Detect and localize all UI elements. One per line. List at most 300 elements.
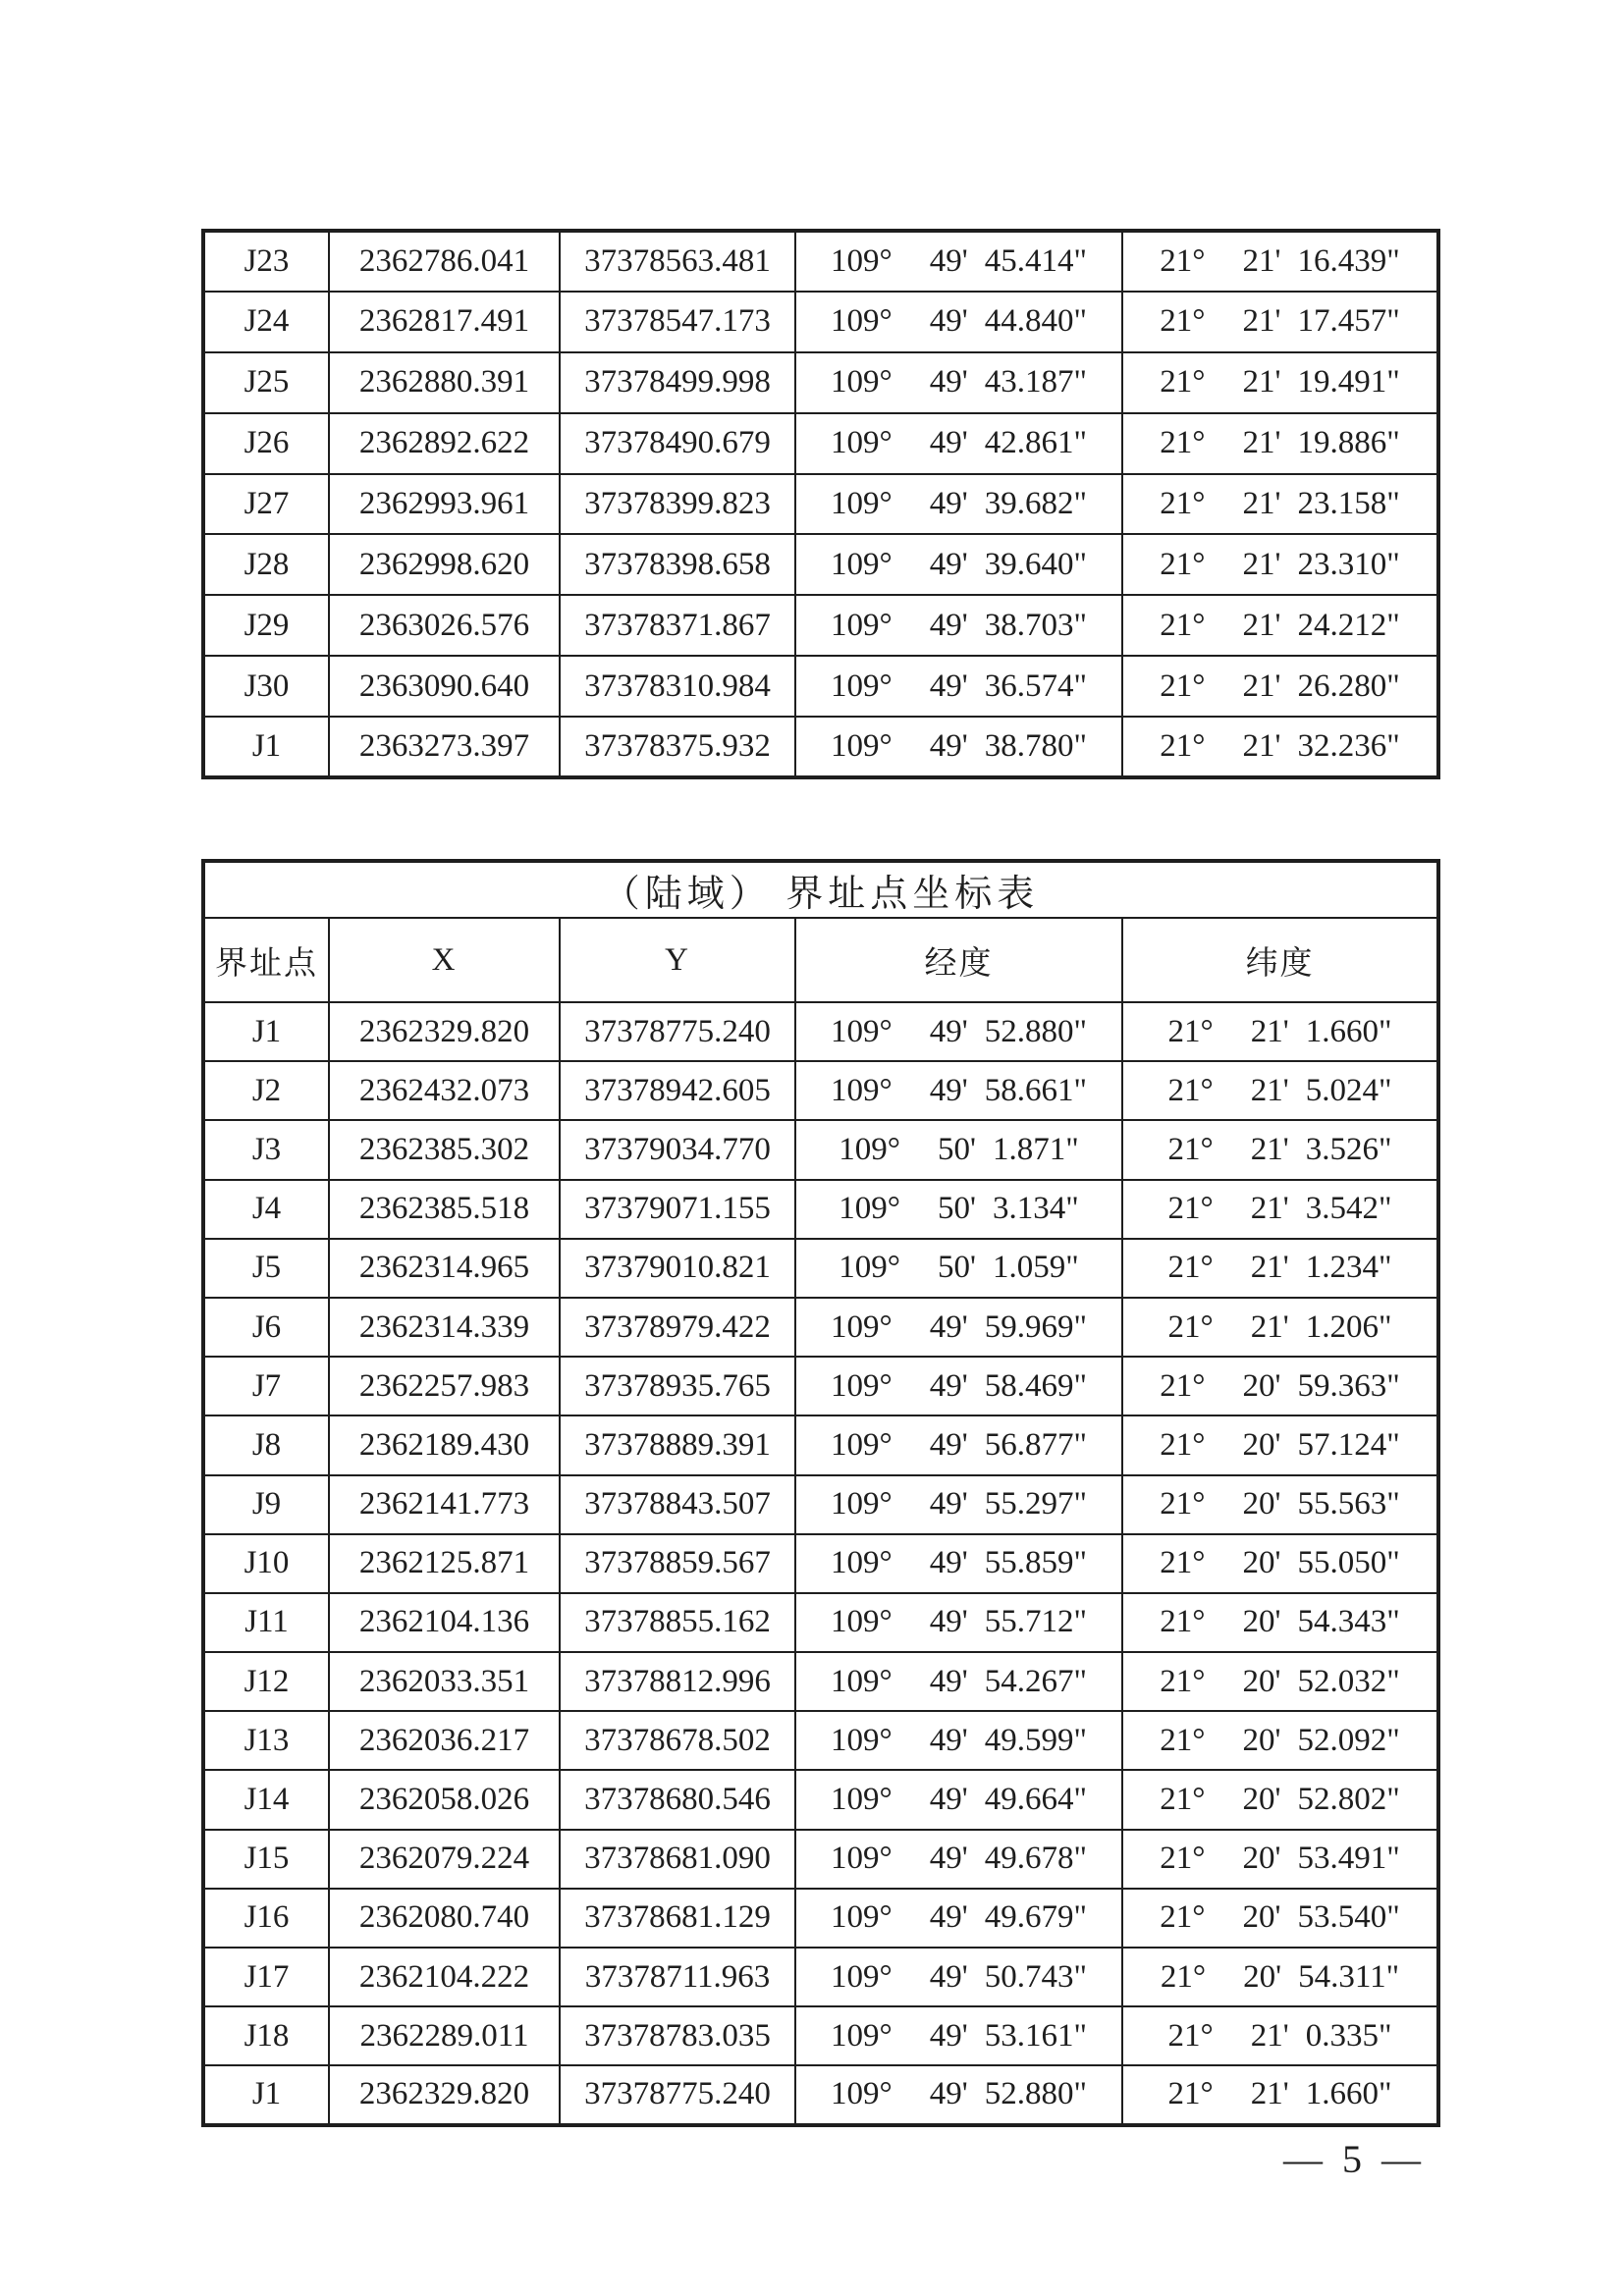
cell-x-coordinate: 2362993.961 <box>329 474 560 535</box>
table-row <box>203 1770 1438 1829</box>
dms-value <box>1123 2018 1436 2055</box>
land-boundary-point-table <box>201 859 1440 2127</box>
cell-latitude <box>1122 1002 1438 1061</box>
minutes: 20' <box>1242 1663 1281 1699</box>
table-row <box>203 1889 1438 1948</box>
minutes: 49' <box>929 1013 968 1049</box>
table-row <box>203 1180 1438 1239</box>
degrees: 21° <box>1160 242 1206 279</box>
degrees: 21° <box>1160 1426 1206 1463</box>
degrees: 109° <box>831 728 893 765</box>
cell-x-coordinate: 2362141.773 <box>329 1475 560 1534</box>
degrees: 109° <box>839 1250 900 1286</box>
seconds: 17.457" <box>1297 303 1400 340</box>
cell-latitude <box>1122 474 1438 535</box>
cell-point-id: J11 <box>203 1593 329 1652</box>
minutes: 20' <box>1242 1545 1281 1581</box>
table-row <box>203 1120 1438 1179</box>
degrees: 109° <box>831 303 893 340</box>
table-row <box>203 656 1438 717</box>
minutes: 49' <box>929 303 968 340</box>
dms-value <box>796 1841 1121 1877</box>
minutes: 49' <box>929 1545 968 1581</box>
minutes: 21' <box>1250 1013 1289 1049</box>
degrees: 21° <box>1160 728 1206 765</box>
page-number: — 5 — <box>1283 2137 1421 2181</box>
cell-x-coordinate: 2363026.576 <box>329 595 560 656</box>
degrees: 109° <box>831 486 893 521</box>
seconds: 58.661" <box>984 1072 1087 1108</box>
minutes: 49' <box>929 425 968 461</box>
minutes: 21' <box>1250 1250 1289 1286</box>
cell-x-coordinate: 2362036.217 <box>329 1711 560 1770</box>
seconds: 26.280" <box>1297 667 1400 704</box>
cell-longitude <box>795 534 1122 595</box>
cell-latitude <box>1122 1593 1438 1652</box>
cell-y-coordinate: 37378680.546 <box>560 1770 795 1829</box>
cell-latitude <box>1122 656 1438 717</box>
degrees: 109° <box>831 1722 893 1758</box>
table-row <box>203 1534 1438 1593</box>
dms-value <box>1123 608 1436 644</box>
cell-longitude <box>795 1770 1122 1829</box>
seconds: 43.187" <box>984 364 1087 400</box>
dms-value <box>796 1959 1121 1996</box>
minutes: 49' <box>929 1663 968 1699</box>
dms-value <box>1123 1899 1436 1936</box>
degrees: 109° <box>831 1782 893 1818</box>
seconds: 55.297" <box>984 1486 1087 1522</box>
dms-value <box>1123 1073 1436 1109</box>
cell-latitude <box>1122 1415 1438 1474</box>
cell-point-id: J1 <box>203 1002 329 1061</box>
cell-longitude <box>795 474 1122 535</box>
cell-longitude <box>795 1239 1122 1298</box>
minutes: 21' <box>1250 1191 1289 1227</box>
cell-point-id: J27 <box>203 474 329 535</box>
seconds: 44.840" <box>984 303 1087 340</box>
minutes: 21' <box>1242 364 1281 400</box>
cell-y-coordinate: 37378310.984 <box>560 656 795 717</box>
dms-value <box>796 1427 1121 1464</box>
cell-y-coordinate: 37378547.173 <box>560 292 795 352</box>
dms-value <box>796 1664 1121 1700</box>
cell-y-coordinate: 37378681.090 <box>560 1830 795 1889</box>
degrees: 21° <box>1160 1604 1206 1640</box>
seconds: 39.682" <box>984 486 1087 521</box>
cell-longitude <box>795 1120 1122 1179</box>
cell-y-coordinate: 37378942.605 <box>560 1061 795 1120</box>
minutes: 49' <box>929 1367 968 1404</box>
cell-x-coordinate: 2362385.518 <box>329 1180 560 1239</box>
degrees: 21° <box>1160 607 1206 643</box>
dms-value <box>1123 1723 1436 1759</box>
cell-y-coordinate: 37378678.502 <box>560 1711 795 1770</box>
seconds: 1.660" <box>1305 1013 1392 1049</box>
cell-x-coordinate: 2362125.871 <box>329 1534 560 1593</box>
minutes: 49' <box>929 1604 968 1640</box>
cell-point-id: J29 <box>203 595 329 656</box>
minutes: 49' <box>929 546 968 582</box>
minutes: 49' <box>929 2076 968 2112</box>
cell-y-coordinate: 37378681.129 <box>560 1889 795 1948</box>
cell-point-id: J3 <box>203 1120 329 1179</box>
degrees: 21° <box>1160 425 1206 461</box>
minutes: 49' <box>929 2017 968 2054</box>
degrees: 109° <box>831 425 893 461</box>
cell-y-coordinate: 37378859.567 <box>560 1534 795 1593</box>
cell-latitude <box>1122 352 1438 413</box>
minutes: 20' <box>1242 1367 1281 1404</box>
dms-value <box>1123 1014 1436 1050</box>
cell-x-coordinate: 2362786.041 <box>329 231 560 292</box>
cell-x-coordinate: 2362058.026 <box>329 1770 560 1829</box>
cell-point-id: J8 <box>203 1415 329 1474</box>
table-row <box>203 474 1438 535</box>
cell-latitude <box>1122 1534 1438 1593</box>
degrees: 21° <box>1160 1545 1206 1581</box>
cell-x-coordinate: 2362289.011 <box>329 2006 560 2065</box>
table-row <box>203 1239 1438 1298</box>
dms-value <box>1123 1545 1436 1581</box>
cell-y-coordinate: 37379034.770 <box>560 1120 795 1179</box>
cell-y-coordinate: 37378855.162 <box>560 1593 795 1652</box>
minutes: 21' <box>1250 1308 1289 1345</box>
table-title-row <box>203 861 1438 918</box>
cell-latitude <box>1122 1948 1438 2006</box>
cell-y-coordinate: 37378783.035 <box>560 2006 795 2065</box>
seconds: 59.969" <box>984 1308 1087 1345</box>
degrees: 21° <box>1160 1486 1206 1522</box>
seconds: 36.574" <box>984 667 1087 704</box>
cell-longitude <box>795 1830 1122 1889</box>
column-header-latitude: 纬度 <box>1122 918 1438 1002</box>
cell-longitude <box>795 2006 1122 2065</box>
cell-point-id: J24 <box>203 292 329 352</box>
cell-latitude <box>1122 2065 1438 2124</box>
minutes: 49' <box>929 1308 968 1345</box>
dms-value <box>796 1604 1121 1640</box>
seconds: 42.861" <box>984 425 1087 461</box>
minutes: 49' <box>929 607 968 643</box>
dms-value <box>1123 547 1436 583</box>
cell-y-coordinate: 37378889.391 <box>560 1415 795 1474</box>
seconds: 52.880" <box>984 2076 1087 2112</box>
minutes: 21' <box>1242 242 1281 279</box>
seconds: 58.469" <box>984 1367 1087 1404</box>
cell-point-id: J16 <box>203 1889 329 1948</box>
dms-value <box>796 2076 1121 2112</box>
cell-latitude <box>1122 413 1438 474</box>
column-header-y: Y <box>560 918 795 1002</box>
cell-x-coordinate: 2362033.351 <box>329 1652 560 1711</box>
cell-longitude <box>795 1711 1122 1770</box>
dms-value <box>1123 243 1436 280</box>
dms-value <box>1123 486 1436 522</box>
minutes: 49' <box>929 1722 968 1758</box>
cell-latitude <box>1122 231 1438 292</box>
cell-longitude <box>795 1357 1122 1415</box>
cell-x-coordinate: 2362104.136 <box>329 1593 560 1652</box>
degrees: 21° <box>1160 1722 1206 1758</box>
cell-y-coordinate: 37378371.867 <box>560 595 795 656</box>
degrees: 109° <box>831 667 893 704</box>
cell-point-id: J2 <box>203 1061 329 1120</box>
column-header-x: X <box>329 918 560 1002</box>
cell-point-id: J7 <box>203 1357 329 1415</box>
degrees: 109° <box>831 242 893 279</box>
seconds: 53.161" <box>984 2017 1087 2054</box>
dms-value <box>1123 1427 1436 1464</box>
degrees: 109° <box>831 1013 893 1049</box>
cell-longitude <box>795 1475 1122 1534</box>
minutes: 21' <box>1242 728 1281 765</box>
minutes: 21' <box>1250 2017 1289 2054</box>
seconds: 49.664" <box>984 1782 1087 1818</box>
cell-y-coordinate: 37378563.481 <box>560 231 795 292</box>
cell-latitude <box>1122 1475 1438 1534</box>
cell-longitude <box>795 292 1122 352</box>
cell-y-coordinate: 37379071.155 <box>560 1180 795 1239</box>
cell-point-id: J5 <box>203 1239 329 1298</box>
cell-latitude <box>1122 1120 1438 1179</box>
minutes: 21' <box>1242 667 1281 704</box>
degrees: 21° <box>1167 2017 1214 2054</box>
cell-latitude <box>1122 1239 1438 1298</box>
seconds: 53.491" <box>1297 1841 1400 1877</box>
seconds: 3.134" <box>992 1191 1079 1227</box>
cell-latitude <box>1122 1357 1438 1415</box>
dms-value <box>1123 1782 1436 1818</box>
cell-y-coordinate: 37378490.679 <box>560 413 795 474</box>
seconds: 49.679" <box>984 1899 1087 1936</box>
dms-value <box>1123 1841 1436 1877</box>
degrees: 109° <box>831 1367 893 1404</box>
seconds: 57.124" <box>1297 1426 1400 1463</box>
minutes: 20' <box>1242 1604 1281 1640</box>
dms-value <box>1123 728 1436 765</box>
dms-value <box>796 2018 1121 2055</box>
minutes: 20' <box>1242 1841 1281 1877</box>
dms-value <box>796 1073 1121 1109</box>
cell-x-coordinate: 2362079.224 <box>329 1830 560 1889</box>
cell-longitude <box>795 1061 1122 1120</box>
degrees: 21° <box>1167 1308 1214 1345</box>
dms-value <box>796 364 1121 400</box>
dms-value <box>796 425 1121 461</box>
dms-value <box>796 728 1121 765</box>
table-row <box>203 1830 1438 1889</box>
degrees: 21° <box>1167 1250 1214 1286</box>
minutes: 49' <box>929 1486 968 1522</box>
degrees: 21° <box>1167 1131 1214 1167</box>
seconds: 55.563" <box>1297 1486 1400 1522</box>
dms-value <box>1123 1132 1436 1168</box>
minutes: 49' <box>929 1782 968 1818</box>
table-row <box>203 292 1438 352</box>
cell-latitude <box>1122 2006 1438 2065</box>
minutes: 20' <box>1243 1958 1282 1995</box>
dms-value <box>1123 1604 1436 1640</box>
cell-point-id: J23 <box>203 231 329 292</box>
cell-y-coordinate: 37379010.821 <box>560 1239 795 1298</box>
seconds: 59.363" <box>1297 1367 1400 1404</box>
minutes: 21' <box>1242 425 1281 461</box>
seconds: 53.540" <box>1297 1899 1400 1936</box>
minutes: 49' <box>929 1958 968 1995</box>
minutes: 21' <box>1242 303 1281 340</box>
cell-y-coordinate: 37378375.932 <box>560 717 795 777</box>
cell-latitude <box>1122 534 1438 595</box>
degrees: 21° <box>1160 1899 1206 1936</box>
cell-point-id: J15 <box>203 1830 329 1889</box>
cell-y-coordinate: 37378775.240 <box>560 1002 795 1061</box>
seconds: 1.059" <box>992 1250 1079 1286</box>
cell-x-coordinate: 2362257.983 <box>329 1357 560 1415</box>
cell-point-id: J26 <box>203 413 329 474</box>
cell-longitude <box>795 1415 1122 1474</box>
seconds: 55.859" <box>984 1545 1087 1581</box>
cell-y-coordinate: 37378812.996 <box>560 1652 795 1711</box>
minutes: 21' <box>1242 486 1281 521</box>
cell-y-coordinate: 37378979.422 <box>560 1298 795 1357</box>
cell-longitude <box>795 1889 1122 1948</box>
degrees: 21° <box>1167 1072 1214 1108</box>
table-title: （陆域） 界址点坐标表 <box>203 861 1438 918</box>
cell-longitude <box>795 1002 1122 1061</box>
table-row <box>203 1652 1438 1711</box>
seconds: 52.880" <box>984 1013 1087 1049</box>
degrees: 21° <box>1160 1782 1206 1818</box>
cell-point-id: J1 <box>203 717 329 777</box>
cell-y-coordinate: 37378399.823 <box>560 474 795 535</box>
degrees: 109° <box>839 1131 900 1167</box>
seconds: 55.712" <box>984 1604 1087 1640</box>
cell-point-id: J18 <box>203 2006 329 2065</box>
minutes: 50' <box>938 1131 976 1167</box>
seconds: 3.526" <box>1305 1131 1392 1167</box>
seconds: 23.158" <box>1297 486 1400 521</box>
cell-y-coordinate: 37378935.765 <box>560 1357 795 1415</box>
minutes: 49' <box>929 1899 968 1936</box>
degrees: 21° <box>1167 2076 1214 2112</box>
cell-latitude <box>1122 1889 1438 1948</box>
cell-x-coordinate: 2362892.622 <box>329 413 560 474</box>
seconds: 16.439" <box>1297 242 1400 279</box>
minutes: 49' <box>929 667 968 704</box>
cell-point-id: J1 <box>203 2065 329 2124</box>
cell-x-coordinate: 2362329.820 <box>329 2065 560 2124</box>
cell-point-id: J10 <box>203 1534 329 1593</box>
cell-longitude <box>795 352 1122 413</box>
cell-latitude <box>1122 717 1438 777</box>
table-row <box>203 1298 1438 1357</box>
seconds: 52.032" <box>1297 1663 1400 1699</box>
seconds: 39.640" <box>984 546 1087 582</box>
cell-longitude <box>795 1652 1122 1711</box>
dms-value <box>1123 1664 1436 1700</box>
cell-latitude <box>1122 1711 1438 1770</box>
cell-point-id: J25 <box>203 352 329 413</box>
cell-x-coordinate: 2362880.391 <box>329 352 560 413</box>
minutes: 21' <box>1242 607 1281 643</box>
minutes: 49' <box>929 364 968 400</box>
boundary-point-table-continuation <box>201 229 1440 779</box>
minutes: 49' <box>929 1426 968 1463</box>
seconds: 45.414" <box>984 242 1087 279</box>
seconds: 1.234" <box>1305 1250 1392 1286</box>
dms-value <box>796 1723 1121 1759</box>
minutes: 20' <box>1242 1486 1281 1522</box>
cell-x-coordinate: 2362329.820 <box>329 1002 560 1061</box>
cell-x-coordinate: 2362432.073 <box>329 1061 560 1120</box>
degrees: 109° <box>831 1486 893 1522</box>
table-row <box>203 717 1438 777</box>
cell-y-coordinate: 37378499.998 <box>560 352 795 413</box>
cell-longitude <box>795 656 1122 717</box>
seconds: 1.871" <box>992 1131 1079 1167</box>
degrees: 109° <box>831 1545 893 1581</box>
column-header-longitude: 经度 <box>795 918 1122 1002</box>
minutes: 20' <box>1242 1899 1281 1936</box>
cell-latitude <box>1122 292 1438 352</box>
cell-point-id: J6 <box>203 1298 329 1357</box>
seconds: 55.050" <box>1297 1545 1400 1581</box>
cell-longitude <box>795 1593 1122 1652</box>
dms-value <box>796 668 1121 705</box>
degrees: 21° <box>1160 364 1206 400</box>
seconds: 52.092" <box>1297 1722 1400 1758</box>
cell-latitude <box>1122 595 1438 656</box>
table-row <box>203 1475 1438 1534</box>
dms-value <box>796 1486 1121 1522</box>
dms-value <box>796 1014 1121 1050</box>
minutes: 49' <box>929 242 968 279</box>
dms-value <box>796 547 1121 583</box>
cell-longitude <box>795 717 1122 777</box>
table-header-row <box>203 918 1438 1002</box>
dms-value <box>796 243 1121 280</box>
cell-y-coordinate: 37378775.240 <box>560 2065 795 2124</box>
minutes: 49' <box>929 1072 968 1108</box>
seconds: 54.267" <box>984 1663 1087 1699</box>
dms-value <box>796 1899 1121 1936</box>
dms-value <box>1123 364 1436 400</box>
seconds: 0.335" <box>1305 2017 1392 2054</box>
cell-longitude <box>795 2065 1122 2124</box>
dms-value <box>796 608 1121 644</box>
cell-point-id: J30 <box>203 656 329 717</box>
minutes: 50' <box>938 1250 976 1286</box>
table-row <box>203 1357 1438 1415</box>
seconds: 1.660" <box>1305 2076 1392 2112</box>
dms-value <box>1123 425 1436 461</box>
degrees: 21° <box>1160 1663 1206 1699</box>
cell-point-id: J4 <box>203 1180 329 1239</box>
seconds: 3.542" <box>1305 1191 1392 1227</box>
cell-latitude <box>1122 1770 1438 1829</box>
degrees: 21° <box>1167 1191 1214 1227</box>
cell-point-id: J28 <box>203 534 329 595</box>
table-row <box>203 1711 1438 1770</box>
cell-longitude <box>795 595 1122 656</box>
dms-value <box>1123 303 1436 340</box>
degrees: 109° <box>831 2076 893 2112</box>
degrees: 109° <box>839 1191 900 1227</box>
table-row <box>203 231 1438 292</box>
cell-longitude <box>795 1180 1122 1239</box>
cell-latitude <box>1122 1652 1438 1711</box>
